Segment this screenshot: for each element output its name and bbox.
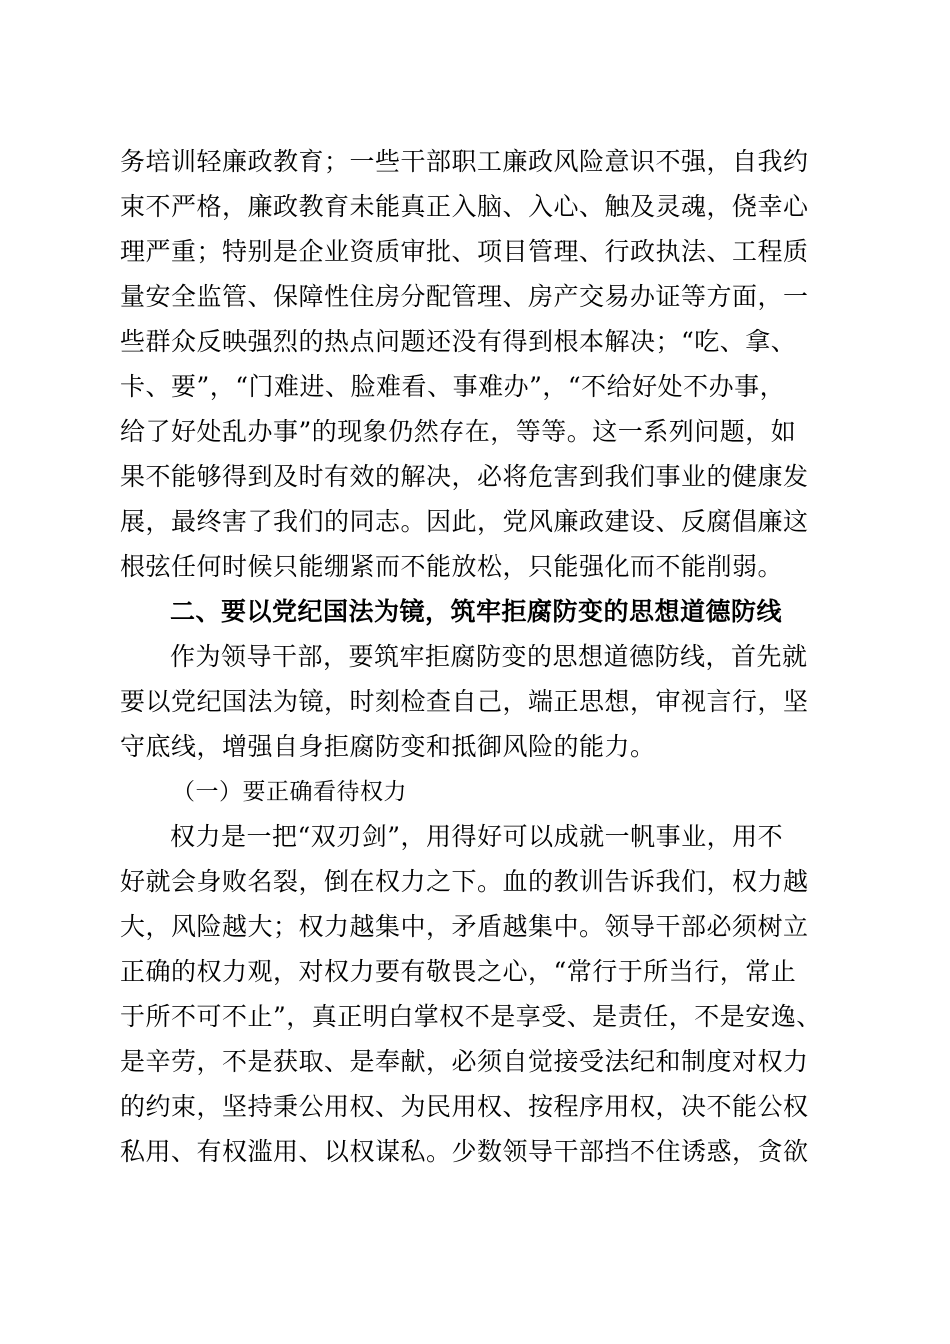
- paragraph-line: 理严重；特别是企业资质审批、项目管理、行政执法、工程质: [120, 237, 809, 266]
- paragraph-line: 务培训轻廉政教育；一些干部职工廉政风险意识不强，自我约: [120, 147, 809, 176]
- paragraph-line: 是辛劳，不是获取、是奉献，必须自觉接受法纪和制度对权力: [120, 1047, 809, 1076]
- paragraph-line: 正确的权力观，对权力要有敬畏之心，“常行于所当行，常止: [120, 957, 797, 986]
- paragraph-line: 根弦任何时候只能绷紧而不能放松，只能强化而不能削弱。: [120, 552, 784, 581]
- paragraph-line: 束不严格，廉政教育未能真正入脑、入心、触及灵魂，侥幸心: [120, 192, 809, 221]
- paragraph-line: 些群众反映强烈的热点问题还没有得到根本解决；“吃、拿、: [120, 327, 797, 356]
- section-heading: 二、要以党纪国法为镜，筑牢拒腐防变的思想道德防线: [170, 597, 783, 626]
- paragraph-line: 大，风险越大；权力越集中，矛盾越集中。领导干部必须树立: [120, 912, 809, 941]
- paragraph-line: 好就会身败名裂，倒在权力之下。血的教训告诉我们，权力越: [120, 867, 809, 896]
- paragraph-line: 守底线，增强自身拒腐防变和抵御风险的能力。: [120, 732, 656, 761]
- paragraph-line: 果不能够得到及时有效的解决，必将危害到我们事业的健康发: [120, 462, 809, 491]
- paragraph-line: 私用、有权滥用、以权谋私。少数领导干部挡不住诱惑，贪欲: [120, 1137, 809, 1166]
- paragraph-line: 权力是一把“双刃剑”，用得好可以成就一帆事业，用不: [170, 822, 784, 851]
- paragraph-line: 量安全监管、保障性住房分配管理、房产交易办证等方面，一: [120, 282, 809, 311]
- paragraph-line: 作为领导干部，要筑牢拒腐防变的思想道德防线，首先就: [170, 642, 808, 671]
- paragraph-line: 展，最终害了我们的同志。因此，党风廉政建设、反腐倡廉这: [120, 507, 809, 536]
- paragraph-line: 给了好处乱办事”的现象仍然存在，等等。这一系列问题，如: [120, 417, 797, 446]
- subheading: （一）要正确看待权力: [172, 779, 407, 805]
- paragraph-line: 卡、要”，“门难进、脸难看、事难办”，“不给好处不办事，: [120, 372, 786, 401]
- paragraph-line: 于所不可不止”，真正明白掌权不是享受、是责任，不是安逸、: [120, 1002, 822, 1031]
- paragraph-line: 的约束，坚持秉公用权、为民用权、按程序用权，决不能公权: [120, 1092, 809, 1121]
- paragraph-line: 要以党纪国法为镜，时刻检查自己，端正思想，审视言行，坚: [120, 687, 809, 716]
